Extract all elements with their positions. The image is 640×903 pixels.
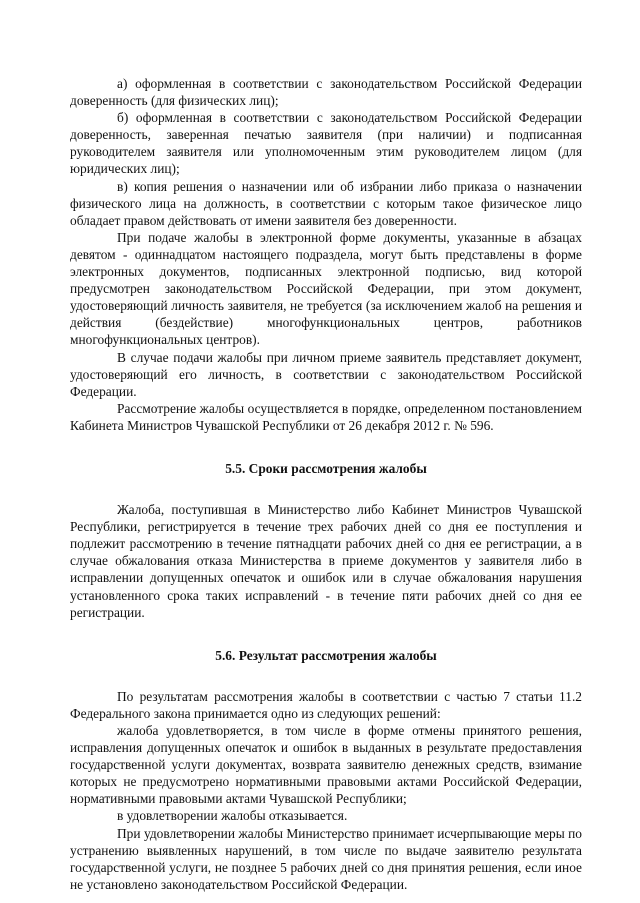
paragraph-decision-options: По результатам рассмотрения жалобы в соответствии с частью 7 статьи 11.2 Федерального закона принимается одно из следующих решений: [70, 688, 582, 721]
paragraph-review-deadlines: Жалоба, поступившая в Министерство либо Кабинет Министров Чувашской Республики, регистрируется в течение трех рабочих дней со дня ее поступления и подлежит рассмотрению в течение пятнадцати рабочих дней со дня ее регистрации, а в случае обжалования отказа Министерства в приеме документов у заявителя либо в исправлении допущенных опечаток и ошибок или в случае обжалования нарушения установленного срока таких исправлений - в течение пяти рабочих дней со дня ее регистрации. [70, 502, 582, 620]
paragraph-complaint-satisfied: жалоба удовлетворяется, в том числе в форме отмены принятого решения, исправления допущенных опечаток и ошибок в выданных в результате предоставления государственной услуги документах, возврата заявителю денежных средств, взимание которых не предусмотрено нормативными правовыми актами Российской Федерации, нормативными правовыми актами Чувашской Республики; [70, 723, 582, 807]
paragraph-electronic-submission: При подаче жалобы в электронной форме документы, указанные в абзацах девятом - одиннадцатом настоящего подраздела, могут быть представлены в форме электронных документов, подписанных электронной подписью, вид которой предусмотрен законодательством Российской Федерации, при этом документ, удостоверяющий личность заявителя, не требуется (за исключением жалоб на решения и действия (бездействие) многофункциональных центров, работников многофункциональных центров). [70, 229, 582, 348]
paragraph-power-of-attorney-individuals: а) оформленная в соответствии с законодательством Российской Федерации доверенность (для физических лиц); [70, 76, 582, 109]
paragraph-complaint-review-procedure: Рассмотрение жалобы осуществляется в порядке, определенном постановлением Кабинета Министров Чувашской Республики от 26 декабря 2012 г. № 596. [70, 400, 582, 433]
paragraph-complaint-rejected: в удовлетворении жалобы отказывается. [117, 808, 348, 824]
paragraph-remedial-measures: При удовлетворении жалобы Министерство принимает исчерпывающие меры по устранению выявленных нарушений, в том числе по выдаче заявителю результата государственной услуги, не позднее 5 рабочих дней со дня принятия решения, если иное не установлено законодательством Российской Федерации. [70, 825, 582, 892]
paragraph-power-of-attorney-legal-entities: б) оформленная в соответствии с законодательством Российской Федерации доверенность, заверенная печатью заявителя (при наличии) и подписанная руководителем заявителя или уполномоченным этим руководителем лицом (для юридических лиц); [70, 110, 582, 177]
spacer [70, 434, 582, 460]
section-heading-5-6: 5.6. Результат рассмотрения жалобы [215, 647, 437, 663]
paragraph-personal-reception: В случае подачи жалобы при личном приеме заявитель представляет документ, удостоверяющий его личность, в соответствии с законодательством Российской Федерации. [70, 349, 582, 399]
spacer [70, 477, 582, 501]
paragraph-appointment-decision-copy: в) копия решения о назначении или об избрании либо приказа о назначении физического лица на должность, в соответствии с которым такое физическое лицо обладает правом действовать от имени заявителя без доверенности. [70, 178, 582, 228]
spacer [70, 664, 582, 688]
section-heading-5-5: 5.5. Сроки рассмотрения жалобы [225, 460, 427, 476]
spacer [70, 621, 582, 647]
